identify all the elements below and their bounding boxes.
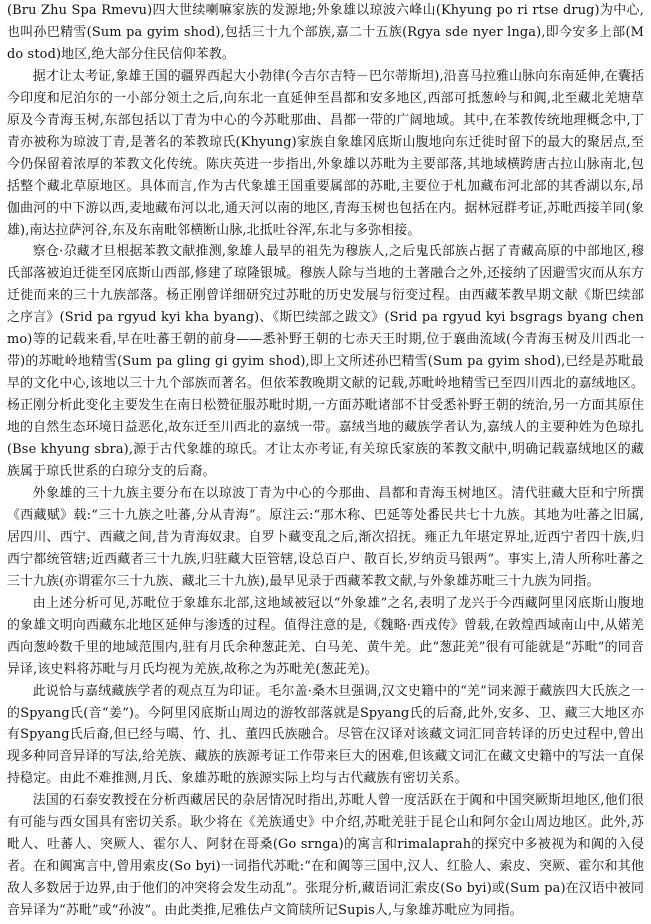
paragraph-3: 察仓·尕藏才旦根据苯教文献推测,象雄人最早的祖先为穆族人,之后鬼氏部族占据了青藏高原的中部地区,穆氏部落被迫迁徙至冈底斯山西部,修建了琼隆银城。穆族人除与当地的土著融合之外,还接纳了因避雪灾而从东方迁徙而来的三十九族部落。杨正刚曾详细研究过苏毗的历史发展与衍变过程。由西藏苯教早期文献《斯巴续部之序言》(Srid pa rgyud kyi kha byang)、《斯巴续部之跋文》(Srid pa rgyud kyi bsgrags byang chen mo)等的记载来看,早在吐蕃王朝的前身——悉补野王朝的七赤天王时期,位于襄曲流域(今青海玉树及川西北一带)的苏毗岭地精雪(Sum pa gling gi gyim shod),即上文所述孙巴精雪(Sum pa gyim shod),已经是苏毗最早的文化中心,该地以三十九个部族而著名。但依苯教晚期文献的记载,苏毗岭地精雪已至四川西北的嘉绒地区。杨正刚分析此变化主要发生在南日松赞征服苏毗时期,一方面苏毗诸部不甘受悉补野王朝的统治,另一方面其原住地的自然生态环境日益恶化,故东迁至川西北的嘉绒一带。嘉绒当地的藏族学者认为,嘉绒人的主要种姓为色琼扎(Bse khyung sbra),源于古代象雄的琼氏。才让太亦考证,有关琼氏家族的苯教文献中,明确记载嘉绒地区的藏族属于琼氏世系的白琼分支的后裔。 xyxy=(7,244,644,480)
paragraph-7: 法国的石泰安教授在分析西藏居民的杂居情况时指出,苏毗人曾一度活跃在于阗和中国突厥斯坦地区,他们很有可能与西女国具有密切关系。耿少将在《羌族通史》中介绍,苏毗羌驻于昆仑山和阿尔金山周边地区。此外,苏毗人、吐蕃人、突厥人、霍尔人、阿豺在哥桑(Go srnga)的寓言和rimalaprah的探究中多被视为和阗的入侵者。在和阗寓言中,曾用索皮(So byi)一词指代苏毗:“在和阗等三国中,汉人、红脸人、索皮、突厥、霍尔和其他敌人多数居于边界,由于他们的冲突将会发生动乱”。张琨分析,藏语词汇索皮(So byi)或(Sum pa)在汉语中被同音异译为“苏毗”或“孙波”。由此类推,尼雅佉卢文简牍所记Supis人,与象雄苏毗应为同指。 xyxy=(7,793,644,919)
paragraph-4: 外象雄的三十九族主要分布在以琼波丁青为中心的今那曲、昌都和青海玉树地区。清代驻藏大臣和宁所撰《西藏赋》载:“三十九族之吐蕃,分从青海”。原注云:“那木称、巴延等处番民共七十九族。其地为吐蕃之旧属,居四川、西宁、西藏之间,昔为青海奴隶。自罗卜藏变乱之后,渐次招抚。雍正九年堪定界址,近西宁者四十族,归西宁都统管辖;近西藏者三十九族,归驻藏大臣管辖,设总百户、散百长,岁纳贡马银两”。事实上,清人所称吐蕃之三十九族(亦谓霍尔三十九族、藏北三十九族),最早见录于西藏苯教文献,与外象雄苏毗三十九族为同指。 xyxy=(7,485,644,589)
paragraph-5: 由上述分析可见,苏毗位于象雄东北部,这地域被冠以“外象雄”之名,表明了龙兴于今西藏阿里冈底斯山腹地的象雄文明向西藏东北地区延伸与渗透的过程。值得注意的是,《魏略·西戎传》曾载,在敦煌西域南山中,从婼羌西向葱岭数千里的地域范围内,驻有月氏余种葱茈羌、白马羌、黄牛羌。此“葱茈羌”很有可能就是“苏毗”的同音异译,该史料将苏毗与月氏均视为羌族,故称之为苏毗羌(葱茈羌)。 xyxy=(7,595,644,677)
paragraph-2: 据才让太考证,象雄王国的疆界西起大小勃律(今吉尔吉特－巴尔蒂斯坦),沿喜马拉雅山脉向东南延伸,在囊括今印度和尼泊尔的一小部分领土之后,向东北一直延伸至昌都和安多地区,西部可抵葱岭与和阗,北至藏北羌塘草原及今青海玉树,东部包括以丁青为中心的今苏毗那曲、昌都一带的广阔地域。其中,在苯教传统地理概念中,丁青亦被称为琼波丁青,是著名的苯教琼氏(Khyung)家族自象雄冈底斯山腹地向东迁徙时留下的最大的聚居点,至今仍保留着浓厚的苯教文化传统。陈庆英进一步指出,外象雄以苏毗为主要部落,其地域横跨唐古拉山脉南北,包括整个藏北草原地区。具体而言,作为古代象雄王国重要属部的苏毗,主要位于札加藏布河北部的其香湖以东,昂伽曲河的中下游以西,麦地藏布河以北,通天河以南的地区,青海玉树也包括在内。据林冠群考证,苏毗西接羊同(象雄),南达拉萨河谷,东及东南毗邻横断山脉,北抵吐谷浑,东北与多弥相接。 xyxy=(7,68,644,238)
paragraph-6: 此说恰与嘉绒藏族学者的观点互为印证。毛尔盖·桑木旦强调,汉文史籍中的“羌”词来源于藏族四大氏族之一的Spyang氏(音“姜”)。今阿里冈底斯山周边的游牧部落就是Spyang氏的后裔,此外,安多、卫、藏三大地区亦有Spyang氏后裔,但已经与噶、竹、扎、董四氏族融合。尽管在汉译对该藏文词汇同音转译的历史过程中,曾出现多种同音异译的写法,给羌族、藏族的族源考证工作带来巨大的困难,但该藏文词汇在藏文史籍中的写法一直保持稳定。由此不难推测,月氏、象雄苏毗的族源实际上均与古代藏族有密切关系。 xyxy=(7,683,644,787)
paragraph-1: (Bru Zhu Spa Rmevu)四大世续喇嘛家族的发源地;外象雄以琼波六峰山(Khyung po ri rtse drug)为中心,也叫孙巴精雪(Sum pa gyim shod),包括三十九个部族,嘉二十五族(Rgya sde nyer lnga),即今安多上部(Mdo stod)地区,绝大部分住民信仰苯教。 xyxy=(7,3,644,62)
